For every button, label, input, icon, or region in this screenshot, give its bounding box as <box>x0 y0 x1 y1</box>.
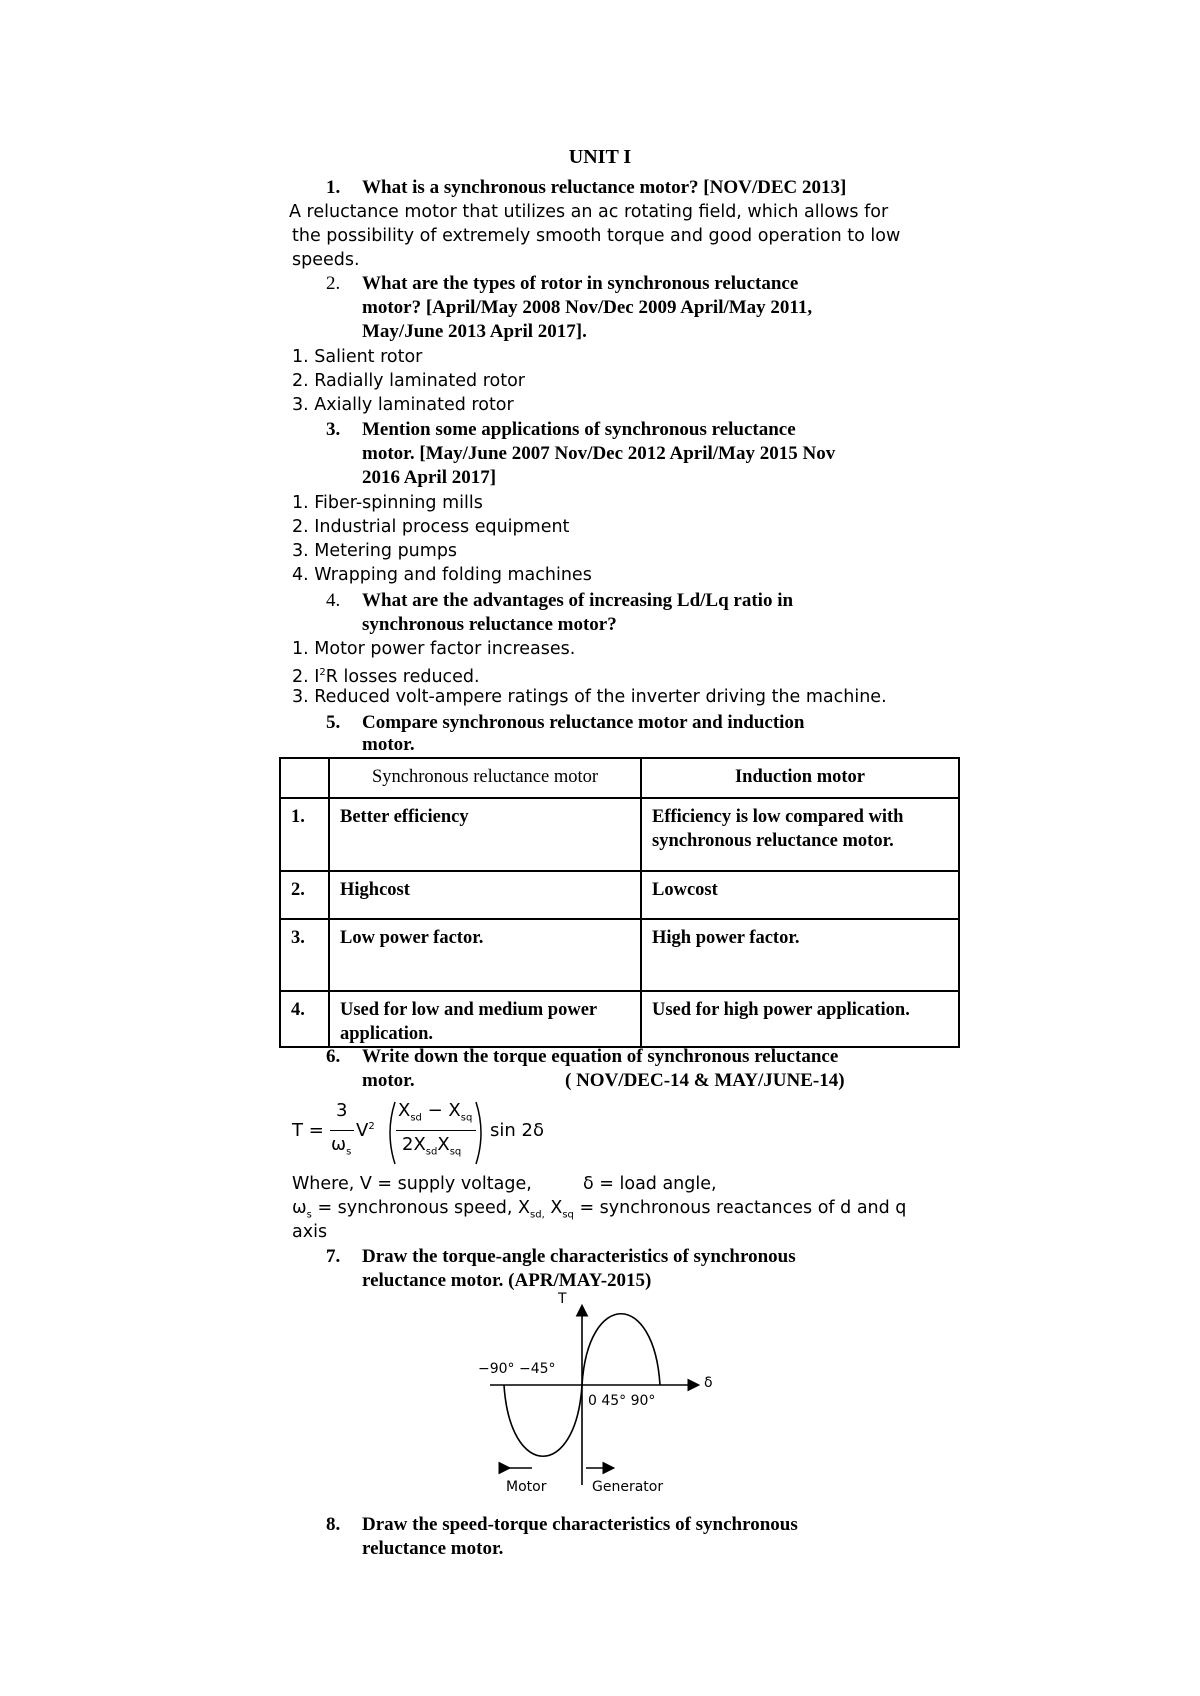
table-row <box>280 798 959 871</box>
table-header-cell: Synchronous reluctance motor <box>329 758 641 798</box>
question-text: 2016 April 2017] <box>362 467 497 488</box>
unit-title: UNIT I <box>568 146 632 168</box>
table-row <box>280 871 959 919</box>
equation-fraction-numerator: $X_{sd} - X_{sq}$ <box>398 1100 473 1124</box>
table-cell: 1. <box>280 798 329 871</box>
answer-line: the possibility of extremely smooth torque and good operation to low <box>292 226 901 246</box>
torque-equation <box>292 1098 592 1170</box>
equation-coef-denominator: $\omega_s$ <box>331 1134 352 1158</box>
table-cell: Lowcost <box>641 871 959 919</box>
table-cell: Highcost <box>329 871 641 919</box>
answer-line: 2. Industrial process equipment <box>292 517 570 537</box>
question-number: 5. <box>326 712 341 733</box>
table-row <box>280 991 959 1047</box>
table-row <box>280 919 959 991</box>
question-number: 1. <box>326 177 341 198</box>
question-text: motor? [April/May 2008 Nov/Dec 2009 April/May 2011, <box>362 297 813 318</box>
right-paren-icon <box>474 1100 488 1166</box>
question-1 <box>0 176 1200 200</box>
equation-tail: sin 2δ <box>490 1120 544 1141</box>
question-text: Write down the torque equation of synchronous reluctance <box>362 1046 839 1067</box>
question-text: What are the types of rotor in synchronous reluctance <box>362 273 799 294</box>
question-reference: ( NOV/DEC-14 & MAY/JUNE-14) <box>565 1070 845 1091</box>
question-7 <box>0 1245 1200 1293</box>
equation-lhs: T = <box>292 1120 324 1141</box>
answer-line: 3. Axially laminated rotor <box>292 395 514 415</box>
answer-line: 4. Wrapping and folding machines <box>292 565 592 585</box>
torque-angle-figure <box>460 1291 730 1495</box>
question-4 <box>0 589 1200 637</box>
answer-line: 1. Salient rotor <box>292 347 423 367</box>
table-header-row <box>280 758 959 798</box>
motor-label: Motor <box>506 1479 547 1495</box>
question-8 <box>0 1513 1200 1561</box>
comparison-table <box>279 757 960 1048</box>
equation-fraction-denominator: $2X_{sd}X_{sq}$ <box>402 1134 462 1158</box>
table-cell: Used for high power application. <box>641 991 959 1047</box>
table-cell: 3. <box>280 919 329 991</box>
question-text: What are the advantages of increasing Ld/Lq ratio in <box>362 590 794 611</box>
answer-line: 3. Reduced volt-ampere ratings of the inverter driving the machine. <box>292 687 887 707</box>
where-line-1: Where, V = supply voltage, δ = load angle, <box>292 1174 717 1194</box>
question-text: Draw the speed-torque characteristics of synchronous <box>362 1514 798 1535</box>
question-number: 2. <box>326 273 341 294</box>
question-number: 7. <box>326 1246 341 1267</box>
question-text: reluctance motor. (APR/MAY-2015) <box>362 1270 652 1291</box>
question-text: motor. <box>362 1070 415 1091</box>
question-text: reluctance motor. <box>362 1538 504 1559</box>
question-5 <box>0 711 1200 759</box>
answer-line: A reluctance motor that utilizes an ac rotating field, which allows for <box>289 202 889 222</box>
table-cell: High power factor. <box>641 919 959 991</box>
question-number: 8. <box>326 1514 341 1535</box>
question-text: motor. [May/June 2007 Nov/Dec 2012 April/May 2015 Nov <box>362 443 836 464</box>
question-text: May/June 2013 April 2017]. <box>362 321 587 342</box>
question-text: synchronous reluctance motor? <box>362 614 617 635</box>
table-cell: 2. <box>280 871 329 919</box>
where-line-3: axis <box>292 1222 328 1242</box>
answer-line: 1. Motor power factor increases. <box>292 639 576 659</box>
left-paren-icon <box>383 1100 397 1166</box>
question-text: motor. <box>362 734 415 755</box>
question-text: Draw the torque-angle characteristics of synchronous <box>362 1246 796 1267</box>
question-text: Compare synchronous reluctance motor and induction <box>362 712 805 733</box>
table-cell: 4. <box>280 991 329 1047</box>
answer-line: 2. $I^2R$ losses reduced. <box>292 666 480 687</box>
answer-line: 1. Fiber-spinning mills <box>292 493 483 513</box>
question-text: Mention some applications of synchronous reluctance <box>362 419 796 440</box>
table-cell: Low power factor. <box>329 919 641 991</box>
equation-v: $V^2$ <box>356 1120 375 1141</box>
x-axis-label: δ <box>704 1375 713 1391</box>
table-cell: Better efficiency <box>329 798 641 871</box>
question-2 <box>0 272 1200 344</box>
positive-angle-labels: 0 45° 90° <box>588 1393 656 1409</box>
table-cell: Used for low and medium power application. <box>329 991 641 1047</box>
question-number: 4. <box>326 590 341 611</box>
equation-coef-numerator: 3 <box>336 1100 348 1121</box>
table-cell: Efficiency is low compared with synchronous reluctance motor. <box>641 798 959 871</box>
y-axis-label: T <box>558 1291 567 1307</box>
negative-angle-labels: −90° −45° <box>478 1361 556 1377</box>
question-text: What is a synchronous reluctance motor? [NOV/DEC 2013] <box>362 177 847 198</box>
question-number: 6. <box>326 1046 341 1067</box>
generator-label: Generator <box>592 1479 664 1495</box>
answer-line: speeds. <box>292 250 360 270</box>
table-header-cell <box>280 758 329 798</box>
question-6 <box>0 1045 1200 1093</box>
answer-line: 3. Metering pumps <box>292 541 458 561</box>
where-line-2: $\omega_s$ = synchronous speed, $X_{sd,}$ $X_{sq}$ = synchronous reactances of d and q <box>292 1198 907 1221</box>
question-3 <box>0 418 1200 490</box>
question-number: 3. <box>326 419 341 440</box>
table-header-cell: Induction motor <box>641 758 959 798</box>
answer-line: 2. Radially laminated rotor <box>292 371 525 391</box>
